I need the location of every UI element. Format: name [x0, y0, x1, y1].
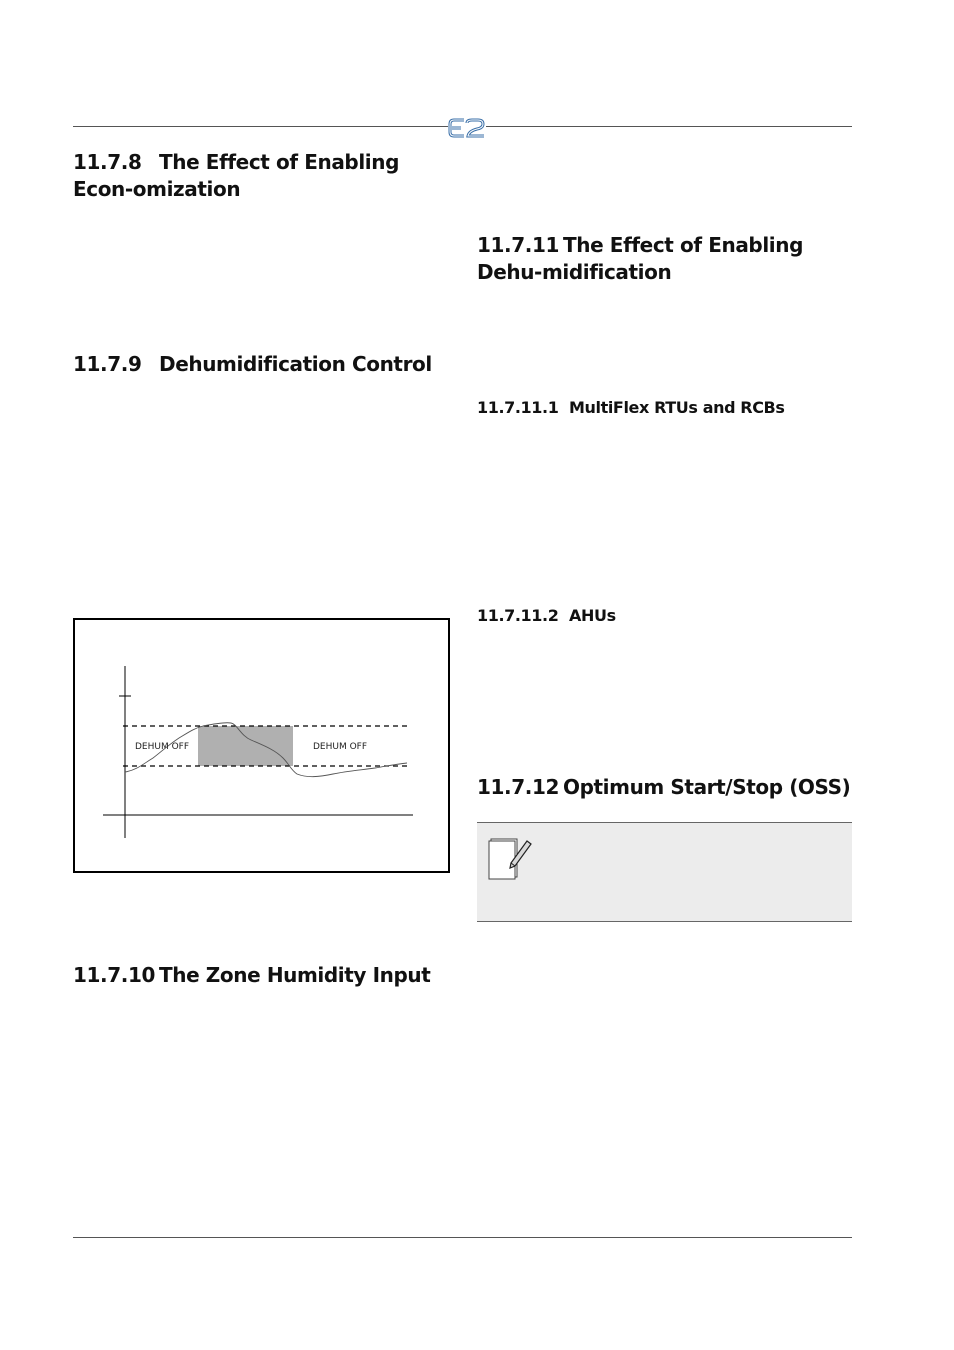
section-number: 11.7.8 [73, 150, 142, 174]
dehum-chart [75, 620, 448, 871]
dehum-off-label-left: DEHUM OFF [135, 742, 190, 752]
heading-11-7-10 [73, 962, 453, 989]
section-number: 11.7.11.1 [477, 398, 559, 417]
section-title: Dehumidification Control [159, 352, 432, 376]
section-number: 11.7.11 [477, 233, 559, 257]
dehum-on-band [198, 726, 293, 766]
section-title: MultiFlex RTUs and RCBs [569, 398, 785, 417]
section-title: AHUs [569, 606, 616, 625]
section-title: Optimum Start/Stop (OSS) [563, 775, 851, 799]
heading-11-7-9 [73, 351, 453, 378]
section-title: The Effect of Enabling Econ-omization [73, 150, 399, 201]
heading-11-7-8 [73, 149, 453, 203]
section-title: The Effect of Enabling Dehu-midification [477, 233, 803, 284]
heading-11-7-11-1 [477, 397, 784, 419]
section-number: 11.7.10 [73, 963, 155, 987]
dehum-off-label-right: DEHUM OFF [313, 742, 368, 752]
dehumidification-figure [73, 618, 450, 873]
notepad-pencil-icon [487, 835, 533, 887]
section-number: 11.7.12 [477, 775, 559, 799]
heading-11-7-11 [477, 232, 857, 286]
section-number: 11.7.11.2 [477, 606, 559, 625]
e2-logo [448, 116, 486, 140]
section-title: The Zone Humidity Input [159, 963, 431, 987]
note-box [477, 822, 852, 922]
footer-rule [73, 1237, 852, 1238]
section-number: 11.7.9 [73, 352, 142, 376]
heading-11-7-11-2 [477, 605, 616, 627]
heading-11-7-12 [477, 774, 857, 801]
